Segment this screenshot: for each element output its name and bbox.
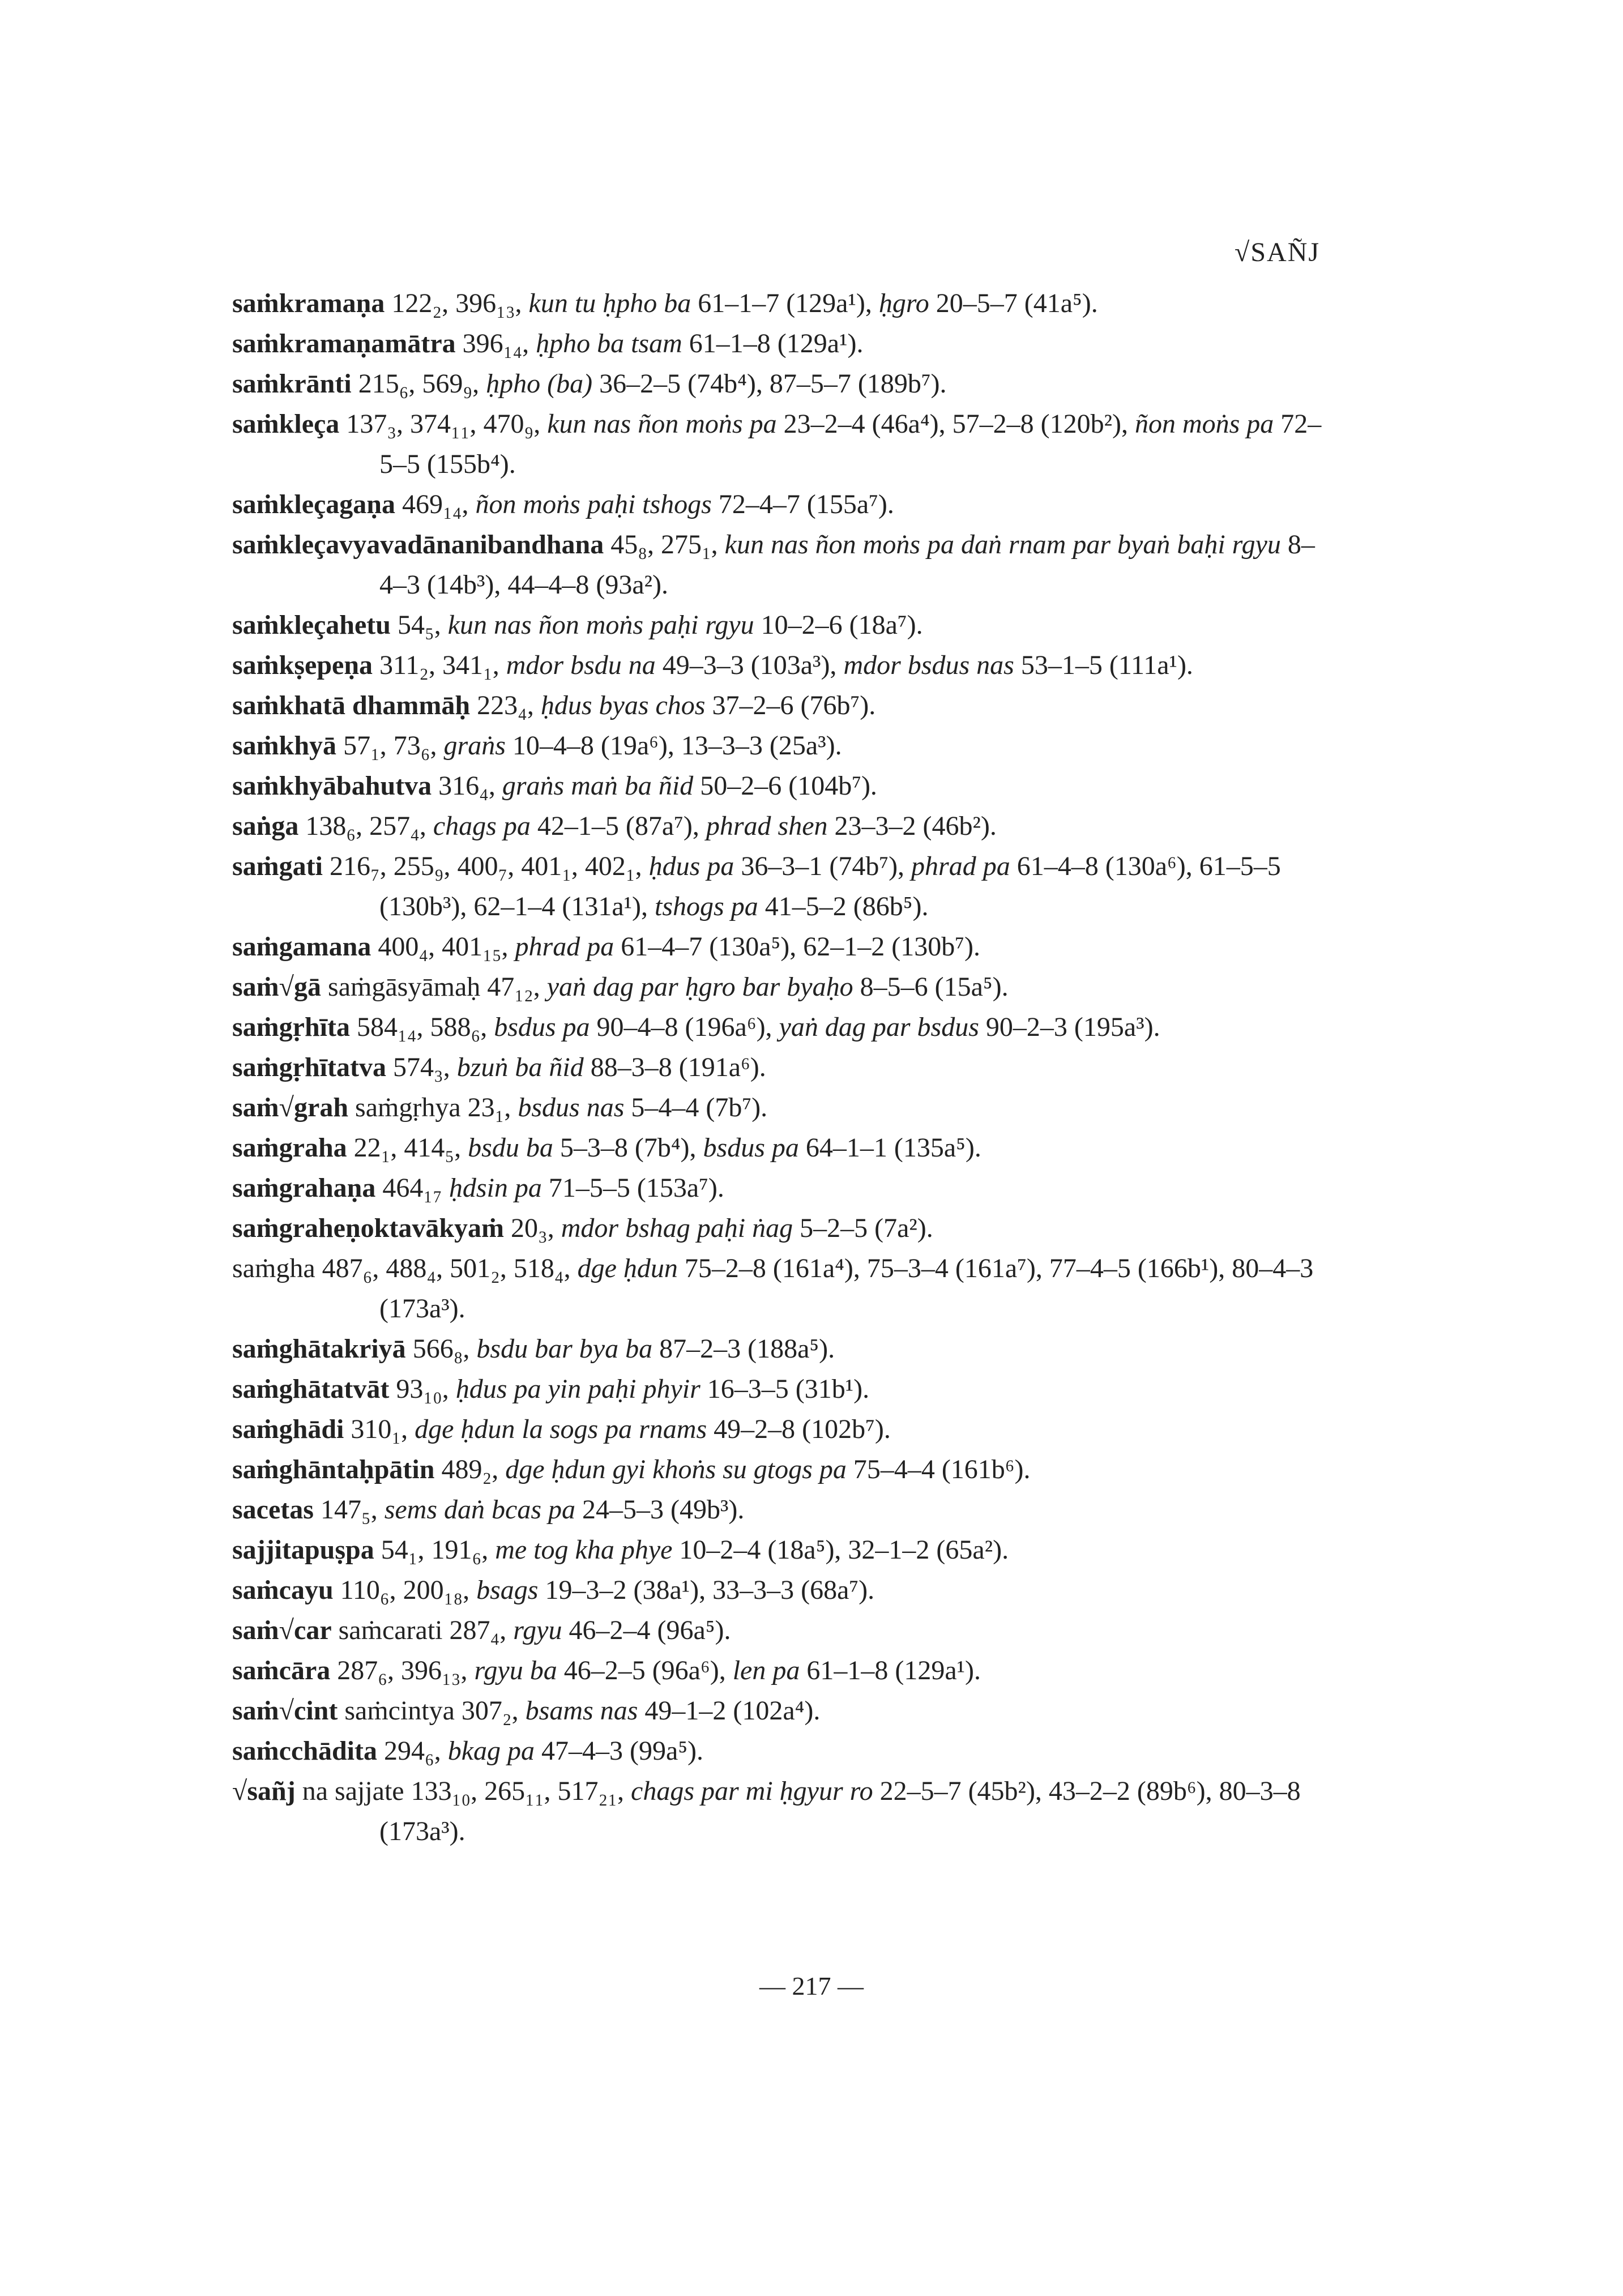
entry-reference: 46–2–5 (96a⁶), — [557, 1655, 733, 1685]
entry-headword: saṁgamana — [232, 932, 371, 962]
entry-reference: 10–2–6 (18a⁷). — [754, 610, 923, 640]
entry-reference: 54₅, — [390, 610, 448, 640]
tibetan-equivalent: bkag pa — [447, 1736, 535, 1766]
entry-reference: 8–5–6 (15a⁵). — [853, 972, 1009, 1002]
tibetan-equivalent: ñon moṅs pa — [1134, 409, 1274, 439]
tibetan-equivalent: mdor bshag paḥi ṅag — [561, 1213, 793, 1243]
tibetan-equivalent: phrad shen — [706, 811, 828, 841]
entry-headword: √sañj — [232, 1776, 296, 1806]
dictionary-entry — [232, 1490, 1336, 1530]
entry-headword: saṁghātatvāt — [232, 1374, 390, 1404]
entry-reference: 469₁₄, — [395, 489, 476, 519]
tibetan-equivalent: dge ḥdun la sogs pa rnams — [415, 1414, 707, 1444]
entry-reference: 37–2–6 (76b⁷). — [705, 690, 876, 720]
entry-reference: 110₆, 200₁₈, — [333, 1575, 477, 1605]
dictionary-entry — [232, 1329, 1336, 1369]
tibetan-equivalent: ḥgro — [878, 288, 929, 318]
entry-reference: 61–1–8 (129a¹). — [682, 328, 864, 359]
dictionary-entry — [232, 1570, 1336, 1610]
page-number: — 217 — — [759, 1971, 864, 2000]
entry-reference: 71–5–5 (153a⁷). — [541, 1173, 724, 1203]
dictionary-entry — [232, 1771, 1336, 1851]
dictionary-entry — [232, 1047, 1336, 1087]
dictionary-entry — [232, 1369, 1336, 1409]
tibetan-equivalent: sems daṅ bcas pa — [384, 1495, 575, 1525]
entry-reference: 61–1–7 (129a¹), — [691, 288, 879, 318]
tibetan-equivalent: phrad pa — [911, 851, 1010, 881]
tibetan-equivalent: yaṅ dag par bsdus — [779, 1012, 979, 1042]
entry-reference: 49–1–2 (102a⁴). — [638, 1696, 821, 1726]
entry-headword: saṁgati — [232, 851, 323, 881]
tibetan-equivalent: bsdus pa — [494, 1012, 590, 1042]
entry-reference: 72–5–5 (155b⁴). — [379, 409, 1322, 479]
entry-reference: 75–2–8 (161a⁴), 75–3–4 (161a⁷), 77–4–5 (166b¹), 80–4–3 (173a³). — [379, 1253, 1314, 1324]
dictionary-entry — [232, 1248, 1336, 1329]
dictionary-entry — [232, 1208, 1336, 1248]
entry-headword: saṁghātakriyā — [232, 1334, 406, 1364]
entry-reference: 53–1–5 (111a¹). — [1014, 650, 1193, 680]
entry-reference: 5–2–5 (7a²). — [793, 1213, 933, 1243]
entry-reference: 49–3–3 (103a³), — [655, 650, 844, 680]
entry-headword: saṁgraha — [232, 1133, 347, 1163]
entry-headword: saṁkleçahetu — [232, 610, 391, 640]
dictionary-entry — [232, 846, 1336, 927]
dictionary-entry — [232, 967, 1336, 1007]
entry-reference: 464₁₇ — [375, 1173, 449, 1203]
tibetan-equivalent: kun nas ñon moṅs paḥi rgyu — [447, 610, 754, 640]
entry-reference: 41–5–2 (86b⁵). — [758, 891, 929, 921]
dictionary-entry — [232, 1530, 1336, 1570]
entry-reference: 22₁, 414₅, — [347, 1133, 468, 1163]
entry-reference: 566₈, — [405, 1334, 477, 1364]
entry-reference: 61–4–7 (130a⁵), 62–1–2 (130b⁷). — [614, 932, 980, 962]
entry-reference: 311₂, 341₁, — [373, 650, 506, 680]
entry-headword: saṁ√gā — [232, 972, 322, 1002]
entry-headword: saṁkramaṇamātra — [232, 328, 456, 359]
entry-reference: 310₁, — [344, 1414, 415, 1444]
entry-headword: saṁ√grah — [232, 1092, 349, 1123]
entry-headword: saṁ√car — [232, 1615, 332, 1645]
dictionary-entry — [232, 484, 1336, 524]
tibetan-equivalent: dge ḥdun gyi khoṅs su gtogs pa — [505, 1454, 847, 1484]
entry-headword: saṁkrānti — [232, 369, 352, 399]
entry-reference: 489₂, — [434, 1454, 506, 1484]
entry-reference: 23–3–2 (46b²). — [827, 811, 997, 841]
tibetan-equivalent: kun tu ḥpho ba — [528, 288, 691, 318]
entry-reference: 316₄, — [432, 771, 502, 801]
entry-reference: 10–2–4 (18a⁵), 32–1–2 (65a²). — [672, 1535, 1009, 1565]
dictionary-entry — [232, 1087, 1336, 1128]
tibetan-equivalent: bsags — [476, 1575, 539, 1605]
entry-reference: 287₆, 396₁₃, — [330, 1655, 475, 1685]
dictionary-entry — [232, 1449, 1336, 1490]
tibetan-equivalent: ḥdus pa yin paḥi phyir — [455, 1374, 701, 1404]
tibetan-equivalent: graṅs maṅ ba ñid — [502, 771, 694, 801]
dictionary-entry — [232, 766, 1336, 806]
tibetan-equivalent: bsdu bar bya ba — [476, 1334, 653, 1364]
entry-reference: 19–3–2 (38a¹), 33–3–3 (68a⁷). — [538, 1575, 875, 1605]
tibetan-equivalent: len pa — [732, 1655, 800, 1685]
entry-reference: saṁcintya 307₂, — [338, 1696, 526, 1726]
entry-reference: 50–2–6 (104b⁷). — [693, 771, 877, 801]
entry-reference: 45₈, 275₁, — [604, 530, 725, 560]
entry-headword: saṁgraheṇoktavākyaṁ — [232, 1213, 505, 1243]
tibetan-equivalent: tshogs pa — [655, 891, 758, 921]
dictionary-entry — [232, 1168, 1336, 1208]
dictionary-entries — [232, 283, 1336, 1851]
entry-reference: 36–2–5 (74b⁴), 87–5–7 (189b⁷). — [592, 369, 947, 399]
entry-reference: 24–5–3 (49b³). — [575, 1495, 745, 1525]
entry-reference: 75–4–4 (161b⁶). — [846, 1454, 1031, 1484]
entry-headword: saṁkleçavyavadānanibandhana — [232, 530, 604, 560]
dictionary-entry — [232, 1650, 1336, 1691]
tibetan-equivalent: phrad pa — [515, 932, 614, 962]
entry-reference: 46–2–4 (96a⁵). — [562, 1615, 731, 1645]
entry-headword: saṁkhatā dhammāḥ — [232, 690, 471, 720]
entry-headword: saṁ√cint — [232, 1696, 338, 1726]
entry-reference: 223₄, — [470, 690, 541, 720]
tibetan-equivalent: bsdus nas — [518, 1092, 625, 1123]
dictionary-entry — [232, 1409, 1336, 1449]
tibetan-equivalent: rgyu — [513, 1615, 562, 1645]
entry-reference: 72–4–7 (155a⁷). — [711, 489, 894, 519]
entry-reference: 16–3–5 (31b¹). — [700, 1374, 870, 1404]
entry-reference: 8–4–3 (14b³), 44–4–8 (93a²). — [379, 530, 1315, 600]
entry-reference: saṁcarati 287₄, — [331, 1615, 514, 1645]
tibetan-equivalent: bzuṅ ba ñid — [456, 1052, 584, 1082]
dictionary-entry — [232, 806, 1336, 846]
dictionary-entry — [232, 323, 1336, 364]
entry-reference: saṁgṛhya 23₁, — [348, 1092, 518, 1123]
tibetan-equivalent: me tog kha phye — [495, 1535, 673, 1565]
entry-reference: 396₁₄, — [455, 328, 536, 359]
entry-reference: 147₅, — [313, 1495, 385, 1525]
entry-reference: 49–2–8 (102b⁷). — [707, 1414, 891, 1444]
dictionary-entry — [232, 524, 1336, 605]
tibetan-equivalent: ḥpho (ba) — [486, 369, 593, 399]
dictionary-entry — [232, 1610, 1336, 1650]
entry-headword: sacetas — [232, 1495, 314, 1525]
tibetan-equivalent: bsams nas — [525, 1696, 638, 1726]
tibetan-equivalent: mdor bsdu na — [506, 650, 656, 680]
tibetan-equivalent: chags par mi ḥgyur ro — [631, 1776, 873, 1806]
entry-reference: 10–4–8 (19a⁶), 13–3–3 (25a³). — [505, 731, 842, 761]
entry-headword: saṁcayu — [232, 1575, 334, 1605]
dictionary-entry — [232, 404, 1336, 484]
entry-headword: saṁkleça — [232, 409, 340, 439]
entry-reference: 54₁, 191₆, — [374, 1535, 496, 1565]
entry-headword: saṁkṣepeṇa — [232, 650, 373, 680]
entry-headword: saṁgha — [232, 1253, 315, 1283]
entry-reference: 584₁₄, 588₆, — [349, 1012, 494, 1042]
entry-reference: 574₃, — [386, 1052, 457, 1082]
dictionary-entry — [232, 1731, 1336, 1771]
tibetan-equivalent: bsdu ba — [468, 1133, 553, 1163]
tibetan-equivalent: ḥpho ba tsam — [536, 328, 682, 359]
tibetan-equivalent: ñon moṅs paḥi tshogs — [475, 489, 712, 519]
dictionary-entry — [232, 605, 1336, 645]
tibetan-equivalent: kun nas ñon moṅs pa — [547, 409, 777, 439]
entry-reference: 5–3–8 (7b⁴), — [553, 1133, 703, 1163]
entry-reference: 20–5–7 (41a⁵). — [929, 288, 1098, 318]
entry-headword: saṁcāra — [232, 1655, 331, 1685]
entry-reference: 294₆, — [377, 1736, 448, 1766]
tibetan-equivalent: dge ḥdun — [577, 1253, 678, 1283]
tibetan-equivalent: chags pa — [433, 811, 531, 841]
entry-headword: saṁghādi — [232, 1414, 344, 1444]
entry-reference: 64–1–1 (135a⁵). — [798, 1133, 981, 1163]
entry-reference: 36–3–1 (74b⁷), — [734, 851, 912, 881]
entry-reference: 487₆, 488₄, 501₂, 518₄, — [315, 1253, 578, 1283]
entry-reference: 90–4–8 (196a⁶), — [590, 1012, 779, 1042]
entry-reference: 137₃, 374₁₁, 470₉, — [339, 409, 548, 439]
entry-reference: 5–4–4 (7b⁷). — [624, 1092, 768, 1123]
entry-reference: 61–4–8 (130a⁶), 61–5–5 (130b³), 62–1–4 (131a¹), — [379, 851, 1281, 921]
tibetan-equivalent: rgyu ba — [474, 1655, 557, 1685]
dictionary-entry — [232, 1128, 1336, 1168]
entry-reference: 20₃, — [504, 1213, 561, 1243]
entry-reference: 216₇, 255₉, 400₇, 401₁, 402₁, — [322, 851, 649, 881]
entry-headword: saṁkhyā — [232, 731, 337, 761]
tibetan-equivalent: mdor bsdus nas — [843, 650, 1014, 680]
entry-reference: 90–2–3 (195a³). — [979, 1012, 1160, 1042]
dictionary-entry — [232, 1007, 1336, 1047]
tibetan-equivalent: graṅs — [443, 731, 506, 761]
dictionary-entry — [232, 725, 1336, 766]
entry-headword: saṁgṛhīta — [232, 1012, 350, 1042]
dictionary-entry — [232, 685, 1336, 725]
entry-headword: saṅga — [232, 811, 299, 841]
entry-reference: 215₆, 569₉, — [351, 369, 486, 399]
entry-reference: 23–2–4 (46a⁴), 57–2–8 (120b²), — [776, 409, 1135, 439]
entry-reference: 400₄, 401₁₅, — [371, 932, 515, 962]
dictionary-entry — [232, 1691, 1336, 1731]
entry-headword: saṁkleçagaṇa — [232, 489, 395, 519]
tibetan-equivalent: bsdus pa — [703, 1133, 799, 1163]
entry-headword: saṁghāntaḥpātin — [232, 1454, 435, 1484]
tibetan-equivalent: yaṅ dag par ḥgro bar byaḥo — [546, 972, 853, 1002]
entry-reference: 88–3–8 (191a⁶). — [583, 1052, 766, 1082]
tibetan-equivalent: kun nas ñon moṅs pa daṅ rnam par byaṅ baḥi rgyu — [724, 530, 1281, 560]
running-head: √SAÑJ — [1235, 237, 1321, 267]
dictionary-entry — [232, 645, 1336, 685]
entry-reference: 93₁₀, — [389, 1374, 456, 1404]
entry-reference: 22–5–7 (45b²), 43–2–2 (89b⁶), 80–3–8 (173a³). — [379, 1776, 1301, 1846]
tibetan-equivalent: ḥdus pa — [648, 851, 734, 881]
dictionary-entry — [232, 283, 1336, 323]
entry-reference: 61–1–8 (129a¹). — [800, 1655, 981, 1685]
entry-reference: 42–1–5 (87a⁷), — [530, 811, 706, 841]
tibetan-equivalent: ḥdsin pa — [449, 1173, 542, 1203]
dictionary-entry — [232, 364, 1336, 404]
entry-reference: 47–4–3 (99a⁵). — [535, 1736, 704, 1766]
entry-reference: 57₁, 73₆, — [336, 731, 444, 761]
entry-reference: 87–2–3 (188a⁵). — [652, 1334, 835, 1364]
entry-headword: saṁgrahaṇa — [232, 1173, 376, 1203]
entry-reference: na sajjate 133₁₀, 265₁₁, 517₂₁, — [295, 1776, 631, 1806]
entry-headword: saṁcchādita — [232, 1736, 377, 1766]
dictionary-entry — [232, 927, 1336, 967]
entry-headword: saṁkramaṇa — [232, 288, 385, 318]
entry-headword: sajjitapuṣpa — [232, 1535, 374, 1565]
entry-reference: 138₆, 257₄, — [298, 811, 433, 841]
entry-headword: saṁgṛhītatva — [232, 1052, 386, 1082]
entry-headword: saṁkhyābahutva — [232, 771, 432, 801]
tibetan-equivalent: ḥdus byas chos — [540, 690, 706, 720]
entry-reference: 122₂, 396₁₃, — [385, 288, 529, 318]
entry-reference: saṁgāsyāmaḥ 47₁₂, — [321, 972, 547, 1002]
